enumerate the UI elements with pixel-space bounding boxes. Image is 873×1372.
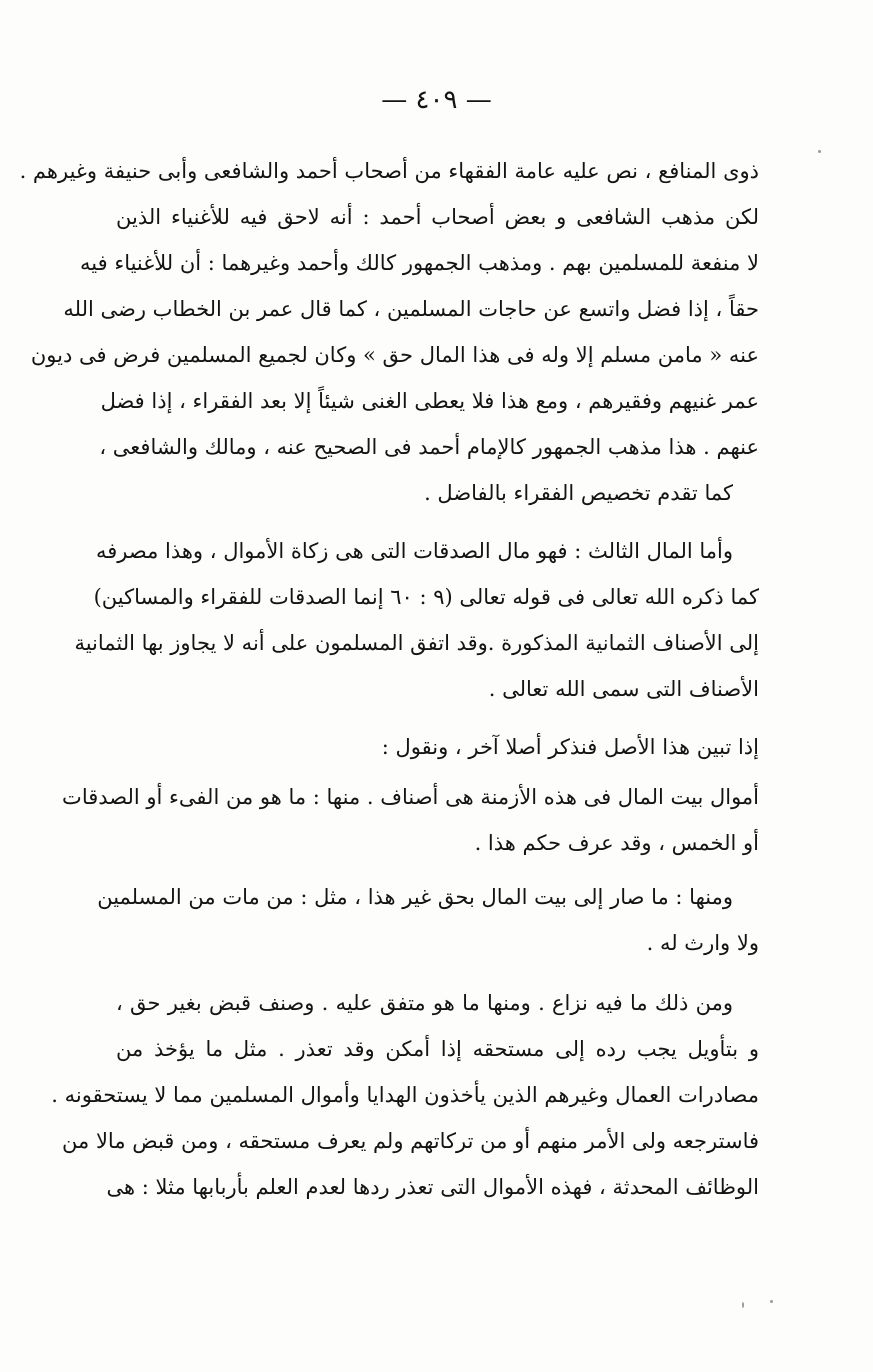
text-line: لا منفعة للمسلمين بهم . ومذهب الجمهور كالك وأحمد وغيرهما : أن للأغنياء فيه [80, 251, 759, 275]
paragraph [51, 980, 759, 1210]
text-line: ولا وارث له . [646, 931, 759, 955]
scan-speck [818, 150, 821, 153]
scan-speck [770, 1300, 773, 1303]
text-line: عنه « مامن مسلم إلا وله فى هذا المال حق » وكان لجميع المسلمين فرض فى ديون [30, 343, 759, 367]
text-line: أو الخمس ، وقد عرف حكم هذا . [474, 831, 759, 855]
paragraph [116, 724, 759, 770]
paragraph [74, 528, 759, 712]
text-line: لكن مذهب الشافعى و بعض أصحاب أحمد : أنه لاحق فيه للأغنياء الذين [116, 205, 759, 229]
body-text [19, 148, 759, 1210]
scan-speck [742, 1302, 744, 1308]
text-line: ومن ذلك ما فيه نزاع . ومنها ما هو متفق عليه . وصنف قبض بغير حق ، [116, 991, 733, 1015]
text-line: و بتأويل يجب رده إلى مستحقه إذا أمكن وقد تعذر . مثل ما يؤخذ من [116, 1037, 759, 1061]
text-line: كما تقدم تخصيص الفقراء بالفاضل . [424, 481, 733, 505]
text-line: وأما المال الثالث : فهو مال الصدقات التى هى زكاة الأموال ، وهذا مصرفه [95, 539, 733, 563]
text-line: مصادرات العمال وغيرهم الذين يأخذون الهدايا وأموال المسلمين مما لا يستحقونه . [51, 1083, 759, 1107]
paragraph [97, 874, 759, 966]
text-line: أموال بيت المال فى هذه الأزمنة هى أصناف . منها : ما هو من الفىء أو الصدقات [62, 785, 759, 809]
text-line: الوظائف المحدثة ، فهذه الأموال التى تعذر ردها لعدم العلم بأربابها مثلا : هى [106, 1175, 759, 1199]
paragraph [62, 774, 759, 866]
text-line: الأصناف التى سمى الله تعالى . [488, 677, 759, 701]
text-line: إذا تبين هذا الأصل فنذكر أصلا آخر ، ونقول : [381, 735, 759, 759]
text-line: فاسترجعه ولى الأمر منهم أو من تركاتهم ولم يعرف مستحقه ، ومن قبض مالا من [62, 1129, 759, 1153]
text-line: ذوى المنافع ، نص عليه عامة الفقهاء من أصحاب أحمد والشافعى وأبى حنيفة وغيرهم . [19, 159, 759, 183]
text-line: ومنها : ما صار إلى بيت المال بحق غير هذا ، مثل : من مات من المسلمين [97, 885, 733, 909]
text-line: عمر غنيهم وفقيرهم ، ومع هذا فلا يعطى الغنى شيئاً إلا بعد الفقراء ، إذا فضل [100, 389, 759, 413]
page-number: — ٤٠٩ — [381, 85, 492, 115]
text-line: حقاً ، إذا فضل واتسع عن حاجات المسلمين ، كما قال عمر بن الخطاب رضى الله [63, 297, 759, 321]
text-line: عنهم . هذا مذهب الجمهور كالإمام أحمد فى الصحيح عنه ، ومالك والشافعى ، [99, 435, 759, 459]
text-line: إلى الأصناف الثمانية المذكورة .وقد اتفق المسلمون على أنه لا يجاوز بها الثمانية [74, 631, 759, 655]
paragraph [19, 148, 759, 516]
text-line: كما ذكره الله تعالى فى قوله تعالى (٩ : ٦٠ إنما الصدقات للفقراء والمساكين) [93, 585, 759, 609]
